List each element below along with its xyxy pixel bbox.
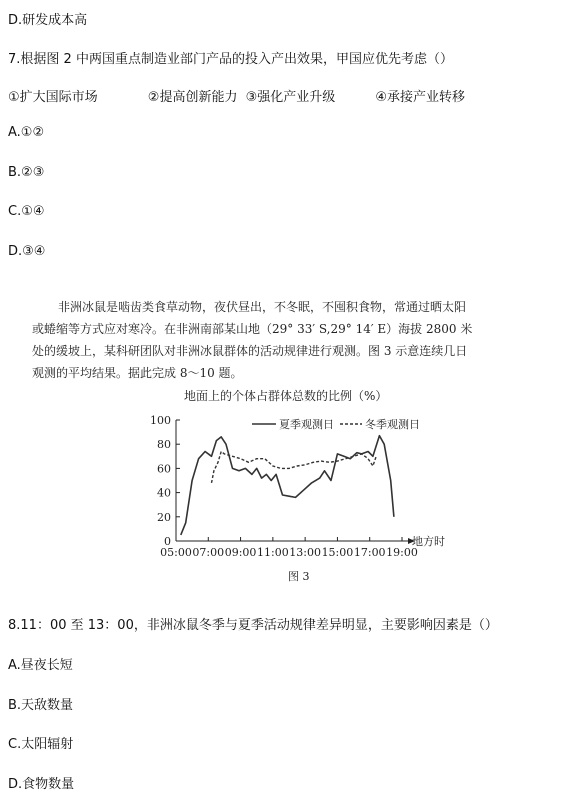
y-tick-label: 60 bbox=[157, 462, 171, 476]
chart-series bbox=[181, 436, 394, 535]
series-line-summer bbox=[181, 436, 394, 535]
y-tick-label: 80 bbox=[157, 438, 171, 452]
x-tick-label: 05:00 bbox=[160, 546, 192, 559]
q7-option-d: D.③④ bbox=[8, 244, 46, 259]
q7-item-3: ③强化产业升级 bbox=[245, 90, 336, 105]
q7-option-c: C.①④ bbox=[8, 204, 45, 219]
material-paragraph bbox=[32, 296, 554, 384]
q7-option-b: B.②③ bbox=[8, 165, 45, 180]
series-line-winter bbox=[212, 452, 377, 483]
x-tick-label: 07:00 bbox=[192, 546, 225, 559]
material-line-1: 非洲冰鼠是啮齿类食草动物，夜伏昼出，不冬眠，不囤积食物，常通过晒太阳 bbox=[58, 300, 467, 314]
chart-legend bbox=[252, 417, 420, 431]
x-tick-label: 13:00 bbox=[289, 546, 321, 559]
material-line-3: 处的缓坡上，某科研团队对非洲冰鼠群体的活动规律进行观测。图 3 示意连续几日 bbox=[32, 344, 468, 358]
figure-label: 图 3 bbox=[288, 570, 310, 583]
y-tick-label: 100 bbox=[150, 414, 171, 427]
legend-label-summer: 夏季观测日 bbox=[279, 418, 334, 431]
q8-stem: 8.11：00 至 13：00，非洲冰鼠冬季与夏季活动规律差异明显，主要影响因素是（） bbox=[8, 618, 498, 633]
legend-label-winter: 冬季观测日 bbox=[365, 418, 420, 431]
x-tick-label: 19:00 bbox=[386, 546, 418, 559]
x-tick-label: 15:00 bbox=[321, 546, 354, 559]
x-tick-label: 17:00 bbox=[353, 546, 386, 559]
y-tick-label: 40 bbox=[157, 486, 171, 500]
q7-item-1: ①扩大国际市场 bbox=[8, 90, 98, 105]
material-line-4: 观测的平均结果。据此完成 8～10 题。 bbox=[32, 366, 243, 380]
q6-option-d: D.研发成本高 bbox=[8, 13, 88, 28]
x-axis-label: 地方时 bbox=[412, 535, 445, 548]
q7-items bbox=[8, 86, 465, 105]
chart-title: 地面上的个体占群体总数的比例（%） bbox=[184, 389, 388, 403]
q8-option-b: B.天敌数量 bbox=[8, 698, 74, 713]
q7-option-a: A.①② bbox=[8, 125, 45, 140]
q8-option-c: C.太阳辐射 bbox=[8, 737, 74, 752]
y-tick-label: 20 bbox=[157, 510, 171, 524]
q7-stem: 7.根据图 2 中两国重点制造业部门产品的投入产出效果，甲国应优先考虑（） bbox=[8, 52, 453, 67]
q8-option-d: D.食物数量 bbox=[8, 777, 75, 792]
q7-item-2: ②提高创新能力 bbox=[147, 90, 238, 105]
chart-ticks bbox=[150, 414, 418, 559]
y-tick-label: 0 bbox=[164, 535, 171, 548]
x-tick-label: 11:00 bbox=[257, 546, 289, 559]
q8-option-a: A.昼夜长短 bbox=[8, 658, 73, 673]
material-line-2: 或蜷缩等方式应对寒冷。在非洲南部某山地（29° 33′ S,29° 14′ E）海拔 2800 米 bbox=[32, 322, 473, 336]
activity-line-chart bbox=[140, 404, 470, 589]
x-tick-label: 09:00 bbox=[224, 546, 257, 559]
q7-item-4: ④承接产业转移 bbox=[375, 90, 466, 105]
